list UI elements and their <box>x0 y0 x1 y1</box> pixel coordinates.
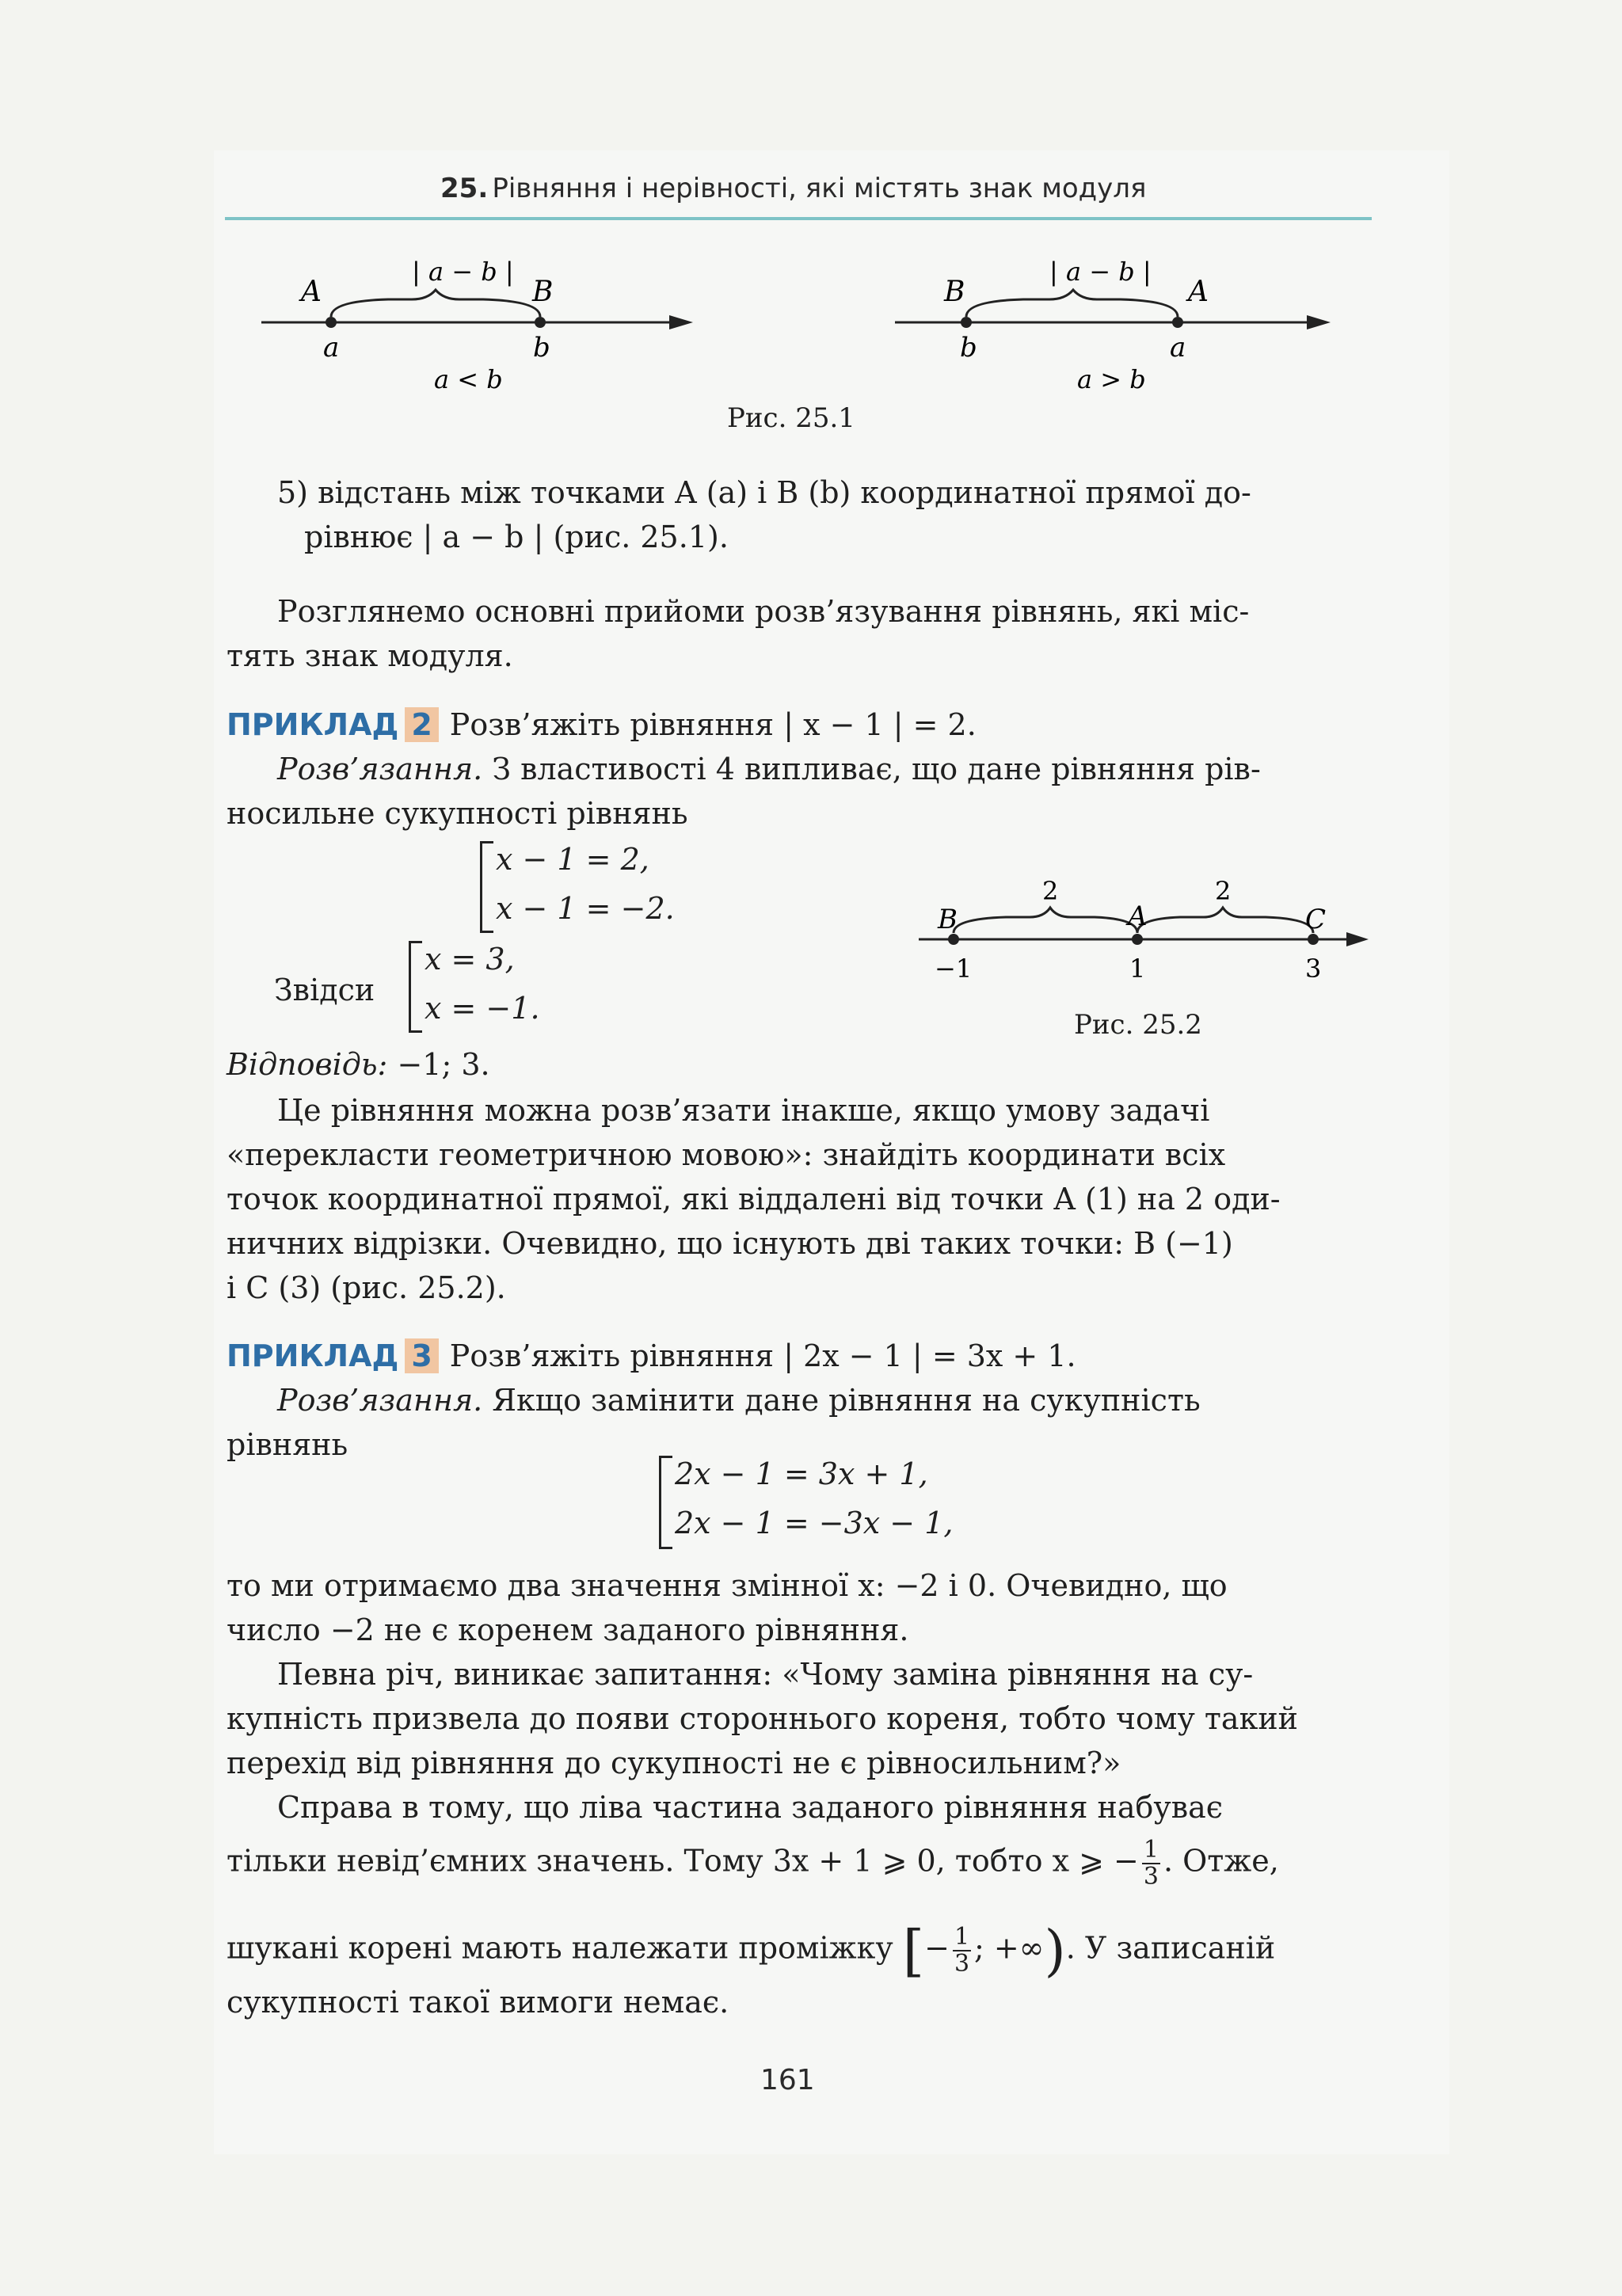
figure-25-1 <box>261 253 1370 412</box>
fig1-left-a: a <box>323 332 340 364</box>
interval-fraction <box>953 1925 971 1977</box>
fraction-one-third <box>1142 1837 1160 1890</box>
system-3-eq-2: 2x − 1 = −3x − 1, <box>675 1506 954 1540</box>
ex3-p2-line-1: Певна річ, виникає запитання: «Чому заміна рівняння на су- <box>277 1657 1254 1692</box>
answer-value: −1; 3. <box>397 1047 490 1082</box>
fig1-right-b: b <box>960 332 977 364</box>
alt-line-3: точок координатної прямої, які віддалені від точки A (1) на 2 оди- <box>227 1182 1281 1217</box>
example-3-label: ПРИКЛАД <box>227 1338 399 1373</box>
figure-25-2-caption: Рис. 25.2 <box>1074 1009 1202 1041</box>
example-3-solution-line-2: рівнянь <box>227 1427 348 1462</box>
property-5-line-2: рівнює | a − b | (рис. 25.1). <box>304 520 729 554</box>
example-3-task: Розв’яжіть рівняння | 2x − 1 | = 3x + 1. <box>449 1338 1076 1373</box>
interval-tail: ; +∞ <box>974 1930 1045 1966</box>
fig2-tick-3: 3 <box>1305 954 1322 984</box>
page-number: 161 <box>760 2064 815 2096</box>
ex3-p3-line-4: сукупності такої вимоги немає. <box>227 1985 729 2020</box>
ex3-p3-line-2-end: . Отже, <box>1163 1843 1279 1879</box>
ex3-p3-line-3 <box>227 1918 1276 1983</box>
interval-left-bracket: [ <box>902 1918 925 1983</box>
fig2-tick-minus-1: −1 <box>935 954 973 984</box>
interval-fraction-numerator: 1 <box>954 1923 970 1951</box>
example-2-solution-line-1 <box>277 747 1261 791</box>
running-header <box>225 168 1372 220</box>
fig1-left-cond: a < b <box>434 364 503 394</box>
example-2-solution-label: Розв’язання. <box>277 752 483 786</box>
section-title: Рівняння і нерівності, які містять знак модуля <box>492 173 1147 204</box>
fig1-left-brace-label: | a − b | <box>412 257 514 287</box>
ex3-p3-line-2 <box>227 1837 1279 1890</box>
system-2-bracket <box>409 941 422 1033</box>
intro-line-1: Розглянемо основні прийоми розв’язування рівнянь, які міс- <box>277 594 1250 629</box>
ex3-p1-line-2: число −2 не є коренем заданого рівняння. <box>227 1613 909 1647</box>
figure-25-1-caption: Рис. 25.1 <box>727 402 855 434</box>
system-3-bracket <box>659 1456 672 1549</box>
alt-line-1: Це рівняння можна розв’язати інакше, якщо умову задачі <box>277 1093 1210 1128</box>
example-2-number: 2 <box>405 707 438 742</box>
fig1-right-a: a <box>1170 332 1186 364</box>
example-2-answer <box>227 1042 490 1087</box>
example-2-heading <box>227 703 977 747</box>
figure-25-2 <box>919 876 1378 1003</box>
system-1-bracket <box>480 841 493 933</box>
system-3 <box>675 1449 953 1548</box>
alt-line-2: «перекласти геометричною мовою»: знайдіть координати всіх <box>227 1137 1226 1172</box>
fig1-right-A: A <box>1188 276 1209 308</box>
system-1-eq-1: x − 1 = 2, <box>496 842 649 877</box>
intro-line-2: тять знак модуля. <box>227 638 513 673</box>
fig1-left-A: A <box>301 276 322 308</box>
fig1-left-B: B <box>532 276 554 308</box>
fraction-denominator: 3 <box>1143 1863 1159 1890</box>
ex3-p2-line-3: перехід від рівняння до сукупності не є рівносильним?» <box>227 1746 1121 1780</box>
example-3-solution-text-1: Якщо замінити дане рівняння на сукупність <box>492 1383 1201 1418</box>
fig1-right-brace-label: | a − b | <box>1049 257 1152 287</box>
ex3-p2-line-2: купність призвела до появи стороннього кореня, тобто чому такий <box>227 1701 1298 1736</box>
system-3-eq-1: 2x − 1 = 3x + 1, <box>675 1456 928 1491</box>
ex3-p3-line-3-start: шукані корені мають належати проміжку <box>227 1930 893 1966</box>
system-2-eq-2: x = −1. <box>425 991 540 1026</box>
example-2-solution-line-2: носильне сукупності рівнянь <box>227 796 688 831</box>
ex3-p1-line-1: то ми отримаємо два значення змінної x: −2 і 0. Очевидно, що <box>227 1568 1228 1603</box>
answer-label: Відповідь: <box>227 1047 388 1082</box>
example-3-solution-label: Розв’язання. <box>277 1383 483 1418</box>
example-2-solution-text-1: З властивості 4 випливає, що дане рівняння рів- <box>492 752 1261 786</box>
example-3-number: 3 <box>405 1338 438 1373</box>
ex3-p3-line-2-start: тільки невід’ємних значень. Тому 3x + 1 ⩾ 0, тобто x ⩾ − <box>227 1843 1139 1879</box>
interval-right-paren: ) <box>1044 1918 1066 1983</box>
interval-fraction-denominator: 3 <box>954 1950 970 1978</box>
fig2-label-C: C <box>1305 904 1327 935</box>
ex3-p3-line-3-end: . У записаній <box>1065 1930 1276 1966</box>
fig2-label-B: B <box>938 904 958 935</box>
fraction-numerator: 1 <box>1143 1836 1159 1864</box>
fig2-distance-2: 2 <box>1215 876 1232 906</box>
alt-line-4: ничних відрізки. Очевидно, що існують дві таких точки: B (−1) <box>227 1226 1233 1261</box>
hence-label: Звідси <box>274 973 375 1007</box>
example-3-heading <box>227 1334 1076 1378</box>
ex3-p3-line-1: Справа в тому, що ліва частина заданого рівняння набуває <box>277 1790 1224 1825</box>
fig1-right-B: B <box>944 276 965 308</box>
fig2-distance-1: 2 <box>1042 876 1059 906</box>
alt-line-5: і C (3) (рис. 25.2). <box>227 1270 506 1305</box>
fig2-label-A: A <box>1128 901 1148 932</box>
system-2-eq-1: x = 3, <box>425 942 515 977</box>
interval-minus: − <box>924 1930 950 1966</box>
system-1 <box>496 835 675 933</box>
fig2-tick-1: 1 <box>1129 954 1146 984</box>
system-1-eq-2: x − 1 = −2. <box>496 891 675 926</box>
example-2-label: ПРИКЛАД <box>227 707 399 742</box>
property-5-line-1: 5) відстань між точками A (a) і B (b) координатної прямої до- <box>277 475 1251 510</box>
section-number: 25. <box>440 173 489 204</box>
system-2 <box>425 935 540 1033</box>
example-2-task: Розв’яжіть рівняння | x − 1 | = 2. <box>449 707 977 742</box>
fig1-left-b: b <box>533 332 550 364</box>
fig1-right-cond: a > b <box>1077 364 1146 394</box>
example-3-solution-line-1 <box>277 1378 1201 1422</box>
